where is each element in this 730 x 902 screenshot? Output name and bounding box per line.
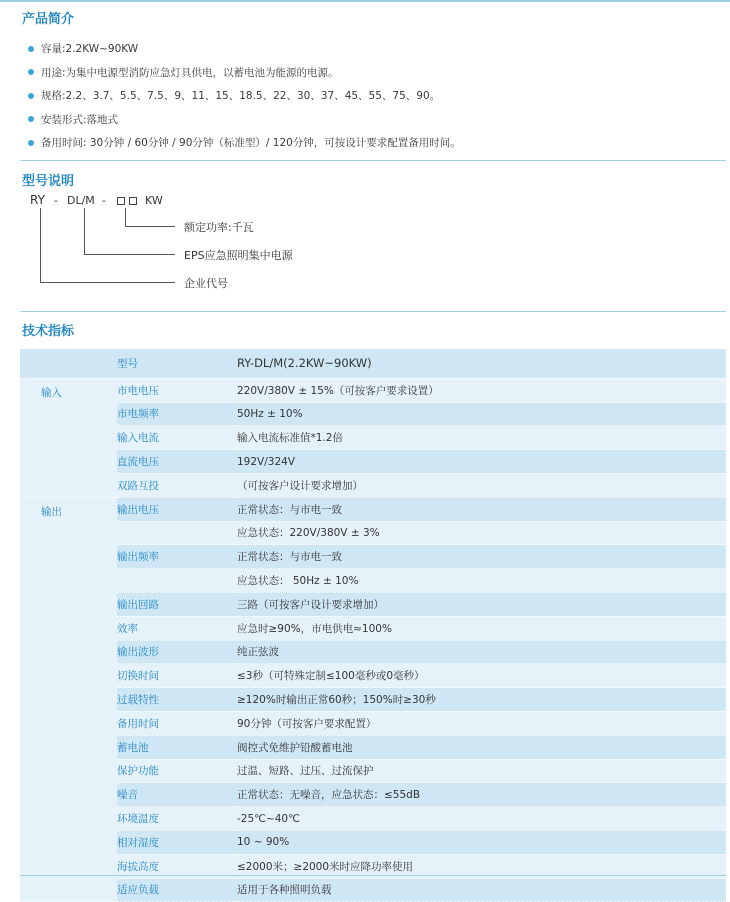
param-cell: 输出波形 xyxy=(117,640,237,664)
value-cell: 阀控式免维护铅酸蓄电池 xyxy=(237,735,726,759)
specs-title: 技术指标 xyxy=(22,324,75,339)
table-row xyxy=(20,783,726,807)
bullet-text: 备用时间: 30分钟 / 60分钟 / 90分钟（标准型）/ 120分钟，可按设计要求配置备用时间。 xyxy=(41,137,461,150)
value-cell: （可按客户设计要求增加） xyxy=(237,473,726,497)
connector-line xyxy=(40,282,175,283)
table-row xyxy=(20,473,726,497)
bullet-text: 容量:2.2KW~90KW xyxy=(41,43,139,56)
connector-line xyxy=(84,254,175,255)
value-cell: 输入电流标准值*1.2倍 xyxy=(237,426,726,450)
connector-line xyxy=(84,208,85,254)
table-row xyxy=(20,349,726,378)
value-cell: 正常状态：与市电一致 xyxy=(237,545,726,569)
param-cell: 输入电流 xyxy=(117,426,237,450)
param-cell: 相对湿度 xyxy=(117,830,237,854)
bullet-dot-icon xyxy=(28,116,34,122)
value-cell: ≥120%时输出正常60秒；150%时≥30秒 xyxy=(237,688,726,712)
table-row xyxy=(20,878,726,902)
list-item xyxy=(28,61,461,85)
param-cell: 效率 xyxy=(117,616,237,640)
value-cell: 90分钟（可按客户要求配置） xyxy=(237,711,726,735)
value-cell: 应急时≥90%，市电供电≈100% xyxy=(237,616,726,640)
param-cell: 适应负载 xyxy=(117,878,237,902)
intro-bullet-list xyxy=(28,37,461,155)
group-cell: 输出 xyxy=(20,497,117,902)
value-cell: ≤3秒（可特殊定制≤100毫秒或0毫秒） xyxy=(237,664,726,688)
table-row xyxy=(20,688,726,712)
value-cell: 应急状态：220V/380V ± 3% xyxy=(237,521,726,545)
table-row xyxy=(20,450,726,474)
group-cell: 输入 xyxy=(20,378,117,497)
label-company: 企业代号 xyxy=(184,277,228,290)
table-row xyxy=(20,545,726,569)
value-cell: 正常状态：无噪音，应急状态：≤55dB xyxy=(237,783,726,807)
table-row xyxy=(20,711,726,735)
table-row xyxy=(20,759,726,783)
table-row xyxy=(20,640,726,664)
bullet-text: 安装形式:落地式 xyxy=(41,113,119,126)
top-divider xyxy=(0,0,730,2)
param-cell: 海拔高度 xyxy=(117,854,237,878)
section-divider xyxy=(20,160,726,161)
placeholder-box xyxy=(117,197,125,205)
param-cell: 市电电压 xyxy=(117,378,237,402)
value-cell: RY-DL/M(2.2KW~90KW) xyxy=(237,349,726,378)
param-cell: 输出回路 xyxy=(117,592,237,616)
table-row xyxy=(20,569,726,593)
section-divider xyxy=(20,311,726,312)
value-cell: 192V/324V xyxy=(237,450,726,474)
table-row xyxy=(20,735,726,759)
value-cell: 三路（可按客户设计要求增加） xyxy=(237,592,726,616)
param-cell: 输出电压 xyxy=(117,497,237,521)
model-title: 型号说明 xyxy=(22,174,75,189)
param-cell: 市电频率 xyxy=(117,402,237,426)
param-cell xyxy=(117,521,237,545)
param-cell: 过载特性 xyxy=(117,688,237,712)
param-cell: 输出频率 xyxy=(117,545,237,569)
bottom-divider xyxy=(20,875,726,876)
param-cell: 切换时间 xyxy=(117,664,237,688)
value-cell: 220V/380V ± 15%（可按客户要求设置） xyxy=(237,378,726,402)
value-cell: -25℃~40℃ xyxy=(237,807,726,831)
table-row xyxy=(20,830,726,854)
value-cell: 10 ~ 90% xyxy=(237,830,726,854)
list-item xyxy=(28,84,461,108)
table-row xyxy=(20,378,726,402)
value-cell: 应急状态： 50Hz ± 10% xyxy=(237,569,726,593)
value-cell: 正常状态：与市电一致 xyxy=(237,497,726,521)
code-ry: RY xyxy=(30,193,45,207)
param-cell: 备用时间 xyxy=(117,711,237,735)
bullet-text: 用途:为集中电源型消防应急灯具供电，以蓄电池为能源的电源。 xyxy=(41,66,339,79)
param-cell: 噪音 xyxy=(117,783,237,807)
table-row xyxy=(20,592,726,616)
param-cell xyxy=(117,569,237,593)
code-dash: - xyxy=(102,194,106,207)
label-eps: EPS应急照明集中电源 xyxy=(184,249,293,262)
value-cell: ≤2000米；≥2000米时应降功率使用 xyxy=(237,854,726,878)
table-row xyxy=(20,664,726,688)
bullet-dot-icon xyxy=(28,140,34,146)
table-row xyxy=(20,402,726,426)
table-row xyxy=(20,426,726,450)
list-item xyxy=(28,37,461,61)
param-cell: 保护功能 xyxy=(117,759,237,783)
param-cell: 直流电压 xyxy=(117,450,237,474)
list-item xyxy=(28,131,461,155)
bullet-dot-icon xyxy=(28,46,34,52)
bullet-dot-icon xyxy=(28,93,34,99)
table-row xyxy=(20,497,726,521)
table-row xyxy=(20,521,726,545)
param-cell: 蓄电池 xyxy=(117,735,237,759)
value-cell: 过温、短路、过压、过流保护 xyxy=(237,759,726,783)
code-dlm: DL/M xyxy=(67,194,95,207)
value-cell: 50Hz ± 10% xyxy=(237,402,726,426)
value-cell: 纯正弦波 xyxy=(237,640,726,664)
param-cell: 型号 xyxy=(117,349,237,378)
param-cell: 环境温度 xyxy=(117,807,237,831)
code-dash: - xyxy=(54,194,58,207)
connector-line xyxy=(125,208,126,226)
list-item xyxy=(28,108,461,132)
placeholder-box xyxy=(129,197,137,205)
group-cell xyxy=(20,349,117,378)
label-power: 额定功率:千瓦 xyxy=(184,221,254,234)
connector-line xyxy=(40,208,41,282)
bullet-dot-icon xyxy=(28,69,34,75)
value-cell: 适用于各种照明负载 xyxy=(237,878,726,902)
connector-line xyxy=(125,226,175,227)
table-row xyxy=(20,807,726,831)
intro-title: 产品简介 xyxy=(22,12,75,27)
param-cell: 双路互投 xyxy=(117,473,237,497)
bullet-text: 规格:2.2、3.7、5.5、7.5、9、11、15、18.5、22、30、37、45、55、75、90。 xyxy=(41,90,441,103)
code-unit: KW xyxy=(145,194,163,207)
table-row xyxy=(20,616,726,640)
spec-table xyxy=(20,349,726,902)
